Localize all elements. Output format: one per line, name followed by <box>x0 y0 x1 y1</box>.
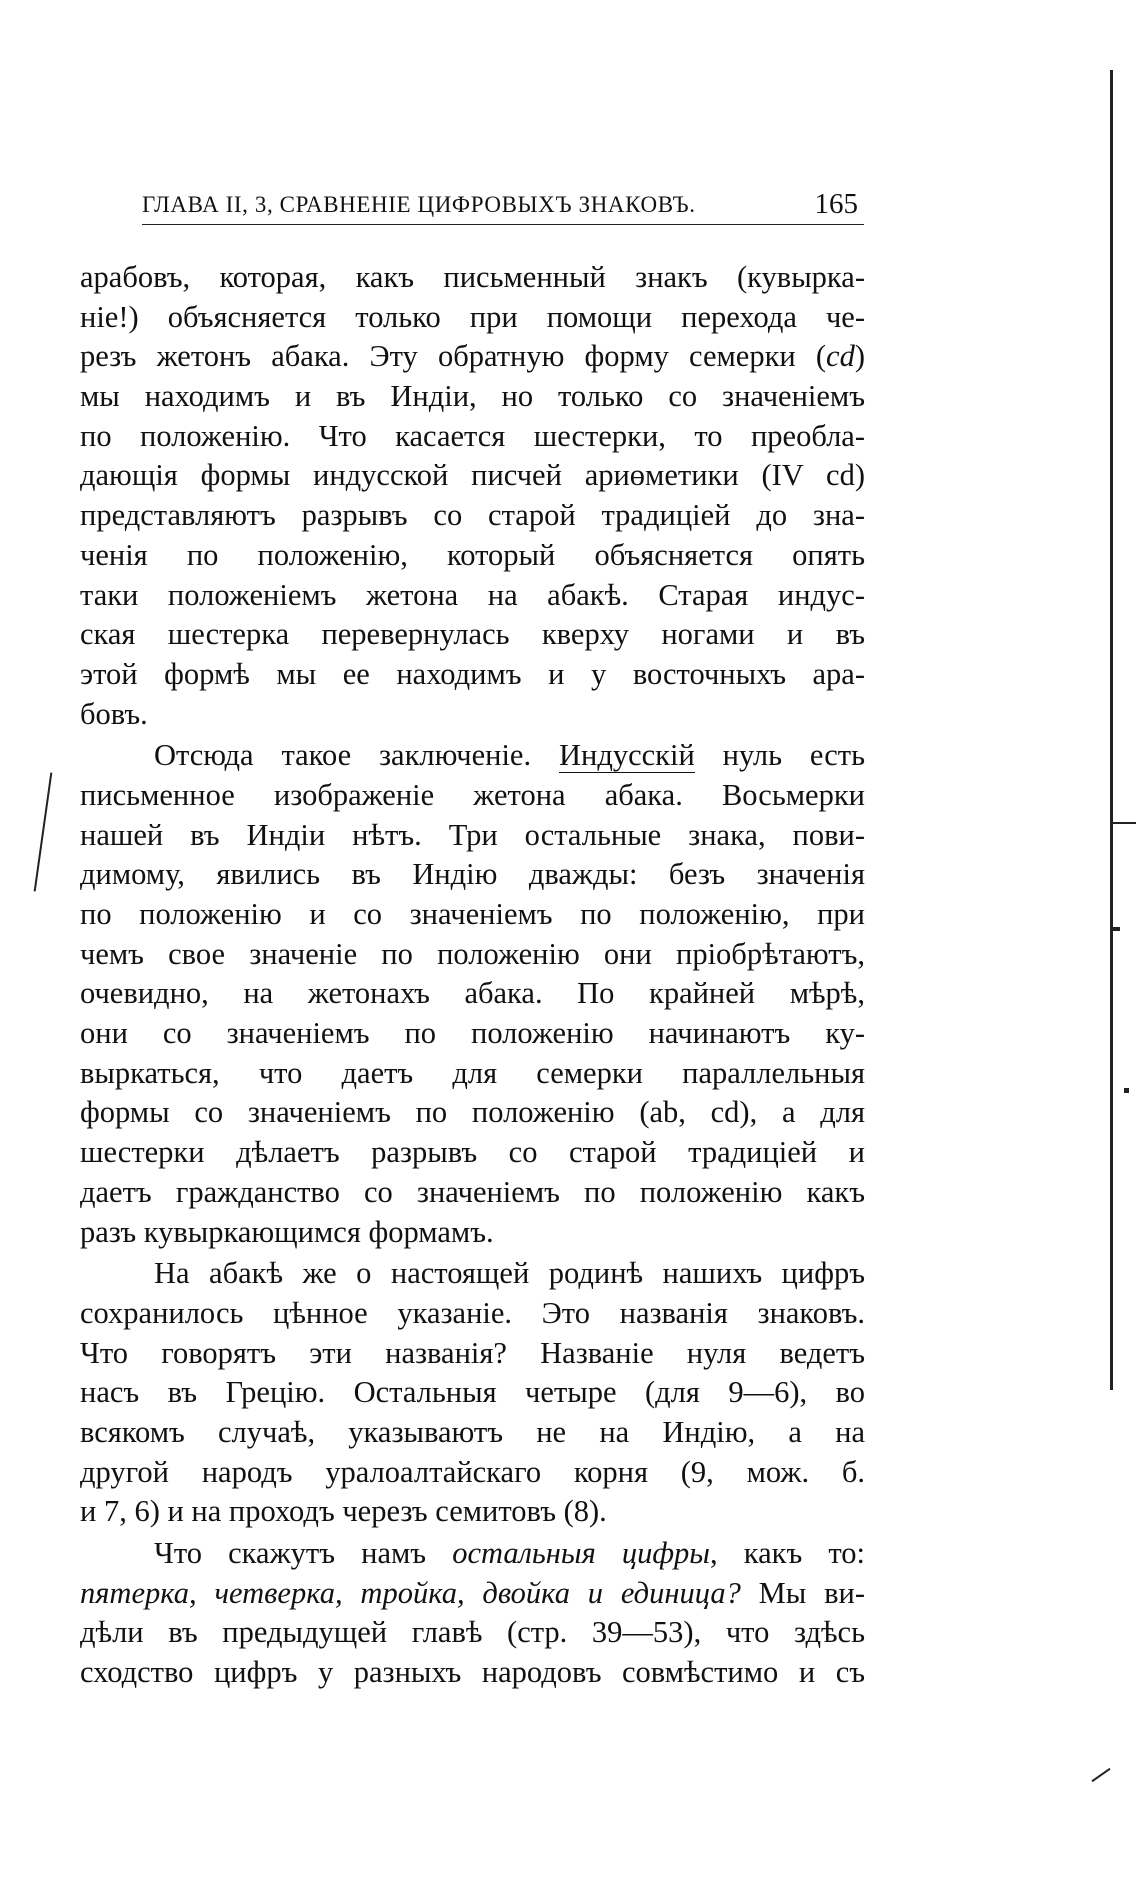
text-line <box>80 496 865 536</box>
text-line <box>80 816 865 856</box>
text-line <box>80 337 865 377</box>
text-line <box>80 536 865 576</box>
chapter-title: ГЛАВА II, 3, СРАВНЕНІЕ ЦИФРОВЫХЪ ЗНАКОВЪ. <box>142 192 696 217</box>
text-run: сходство цифръ у разныхъ народовъ совмѣстимо и съ <box>80 1655 865 1690</box>
text-run: представляютъ разрывъ со старой традиціей до зна- <box>80 498 865 533</box>
text-line <box>80 1093 865 1133</box>
text-line <box>80 895 865 935</box>
text-line <box>80 1213 865 1253</box>
text-run: ) <box>854 339 865 374</box>
text-run: они со значеніемъ по положенію начинаютъ ку- <box>80 1016 865 1051</box>
text-run: ніе!) объясняется только при помощи перехода че- <box>80 299 865 334</box>
margin-dot-mark <box>1112 927 1120 931</box>
text-run: Мы ви- <box>740 1575 865 1610</box>
text-line <box>80 615 865 655</box>
margin-dot-mark <box>1124 1088 1129 1093</box>
text-line <box>80 576 865 616</box>
text-line <box>80 974 865 1014</box>
text-line <box>80 855 865 895</box>
text-run: и 7, 6) и на проходъ черезъ семитовъ (8). <box>80 1494 607 1529</box>
scan-edge-line <box>1110 70 1113 1390</box>
text-run: , какъ то: <box>709 1536 865 1570</box>
text-run: нашей въ Индіи нѣтъ. Три остальные знака, пови- <box>80 817 865 852</box>
text-run: резъ жетонъ абака. Эту обратную форму семерки ( <box>80 339 827 374</box>
text-line <box>80 377 865 417</box>
italic-text-run: cd <box>826 339 855 374</box>
text-line <box>80 1373 865 1413</box>
margin-dash-mark <box>1112 822 1136 824</box>
italic-text-run: пятерка, четверка, тройка, двойка и единица? <box>80 1575 741 1610</box>
text-line <box>80 1492 865 1532</box>
text-line <box>80 258 865 298</box>
text-line <box>80 417 865 457</box>
text-run: сохранилось цѣнное указаніе. Это названія знаковъ. <box>80 1295 865 1330</box>
text-line <box>80 1574 865 1614</box>
text-line <box>80 1334 865 1374</box>
text-run: мы находимъ и въ Индіи, но только со значеніемъ <box>80 379 865 414</box>
text-run: ченія по положенію, который объясняется опять <box>80 537 865 572</box>
page-number: 165 <box>814 188 858 220</box>
body-text <box>80 258 865 1693</box>
text-run: дѣли въ предыдущей главѣ (стр. 39—53), что здѣсь <box>80 1615 865 1650</box>
text-line <box>80 1133 865 1173</box>
running-header <box>142 188 864 225</box>
italic-text-run: остальныя цифры <box>452 1536 710 1570</box>
text-run: бовъ. <box>80 696 148 731</box>
text-run: На абакѣ же о настоящей родинѣ нашихъ цифръ <box>154 1256 865 1291</box>
text-line <box>80 298 865 338</box>
margin-stroke-mark <box>1091 1768 1110 1782</box>
underlined-text-run: Индусскій <box>558 738 695 773</box>
text-run: Что говорятъ эти названія? Названіе нуля ведетъ <box>80 1335 865 1370</box>
text-run: чемъ свое значеніе по положенію они пріобрѣтаютъ, <box>80 936 865 971</box>
text-line <box>80 655 865 695</box>
text-line <box>80 695 865 735</box>
text-run: всякомъ случаѣ, указываютъ не на Индію, а на <box>80 1414 865 1449</box>
text-run: Отсюда такое заключеніе. <box>154 738 559 773</box>
text-run: даетъ гражданство со значеніемъ по положенію какъ <box>80 1174 865 1209</box>
text-line <box>80 456 865 496</box>
text-run: таки положеніемъ жетона на абакѣ. Старая индус- <box>80 577 865 612</box>
text-run: очевидно, на жетонахъ абака. По крайней мѣрѣ, <box>80 976 865 1011</box>
margin-pencil-mark <box>34 772 53 891</box>
text-run: по положенію и со значеніемъ по положенію, при <box>80 897 865 931</box>
text-run: шестерки дѣлаетъ разрывъ со старой традиціей и <box>80 1135 865 1170</box>
text-line <box>80 935 865 975</box>
text-run: ская шестерка перевернулась кверху ногами и въ <box>80 617 865 652</box>
text-line <box>80 1653 865 1693</box>
text-run: формы со значеніемъ по положенію (ab, cd), а для <box>80 1095 865 1130</box>
text-run: нуль есть <box>694 738 866 773</box>
text-line <box>80 1014 865 1054</box>
text-line <box>80 776 865 816</box>
text-line <box>80 736 865 776</box>
text-run: насъ въ Грецію. Остальныя четыре (для 9—6), во <box>80 1375 865 1410</box>
text-run: другой народъ уралоалтайскаго корня (9, мож. б. <box>80 1454 865 1489</box>
text-run: Что скажутъ намъ <box>154 1536 453 1570</box>
text-run: димому, явились въ Индію дважды: безъ значенія <box>80 857 865 892</box>
text-run: арабовъ, которая, какъ письменный знакъ (кувырка- <box>80 260 865 294</box>
text-run: выркаться, что даетъ для семерки параллельныя <box>80 1055 865 1090</box>
text-run: по положенію. Что касается шестерки, то преобла- <box>80 418 865 453</box>
text-line <box>80 1453 865 1493</box>
text-line <box>80 1294 865 1334</box>
text-run: письменное изображеніе жетона абака. Восьмерки <box>80 777 865 812</box>
text-run: этой формѣ мы ее находимъ и у восточныхъ ара- <box>80 656 865 691</box>
text-line <box>80 1254 865 1294</box>
text-line <box>80 1173 865 1213</box>
text-line <box>80 1054 865 1094</box>
text-run: дающія формы индусской писчей ариөметики (IV cd) <box>80 458 865 493</box>
text-line <box>80 1613 865 1653</box>
text-line <box>80 1413 865 1453</box>
text-run: разъ кувыркающимся формамъ. <box>80 1214 494 1249</box>
text-line <box>80 1534 865 1574</box>
